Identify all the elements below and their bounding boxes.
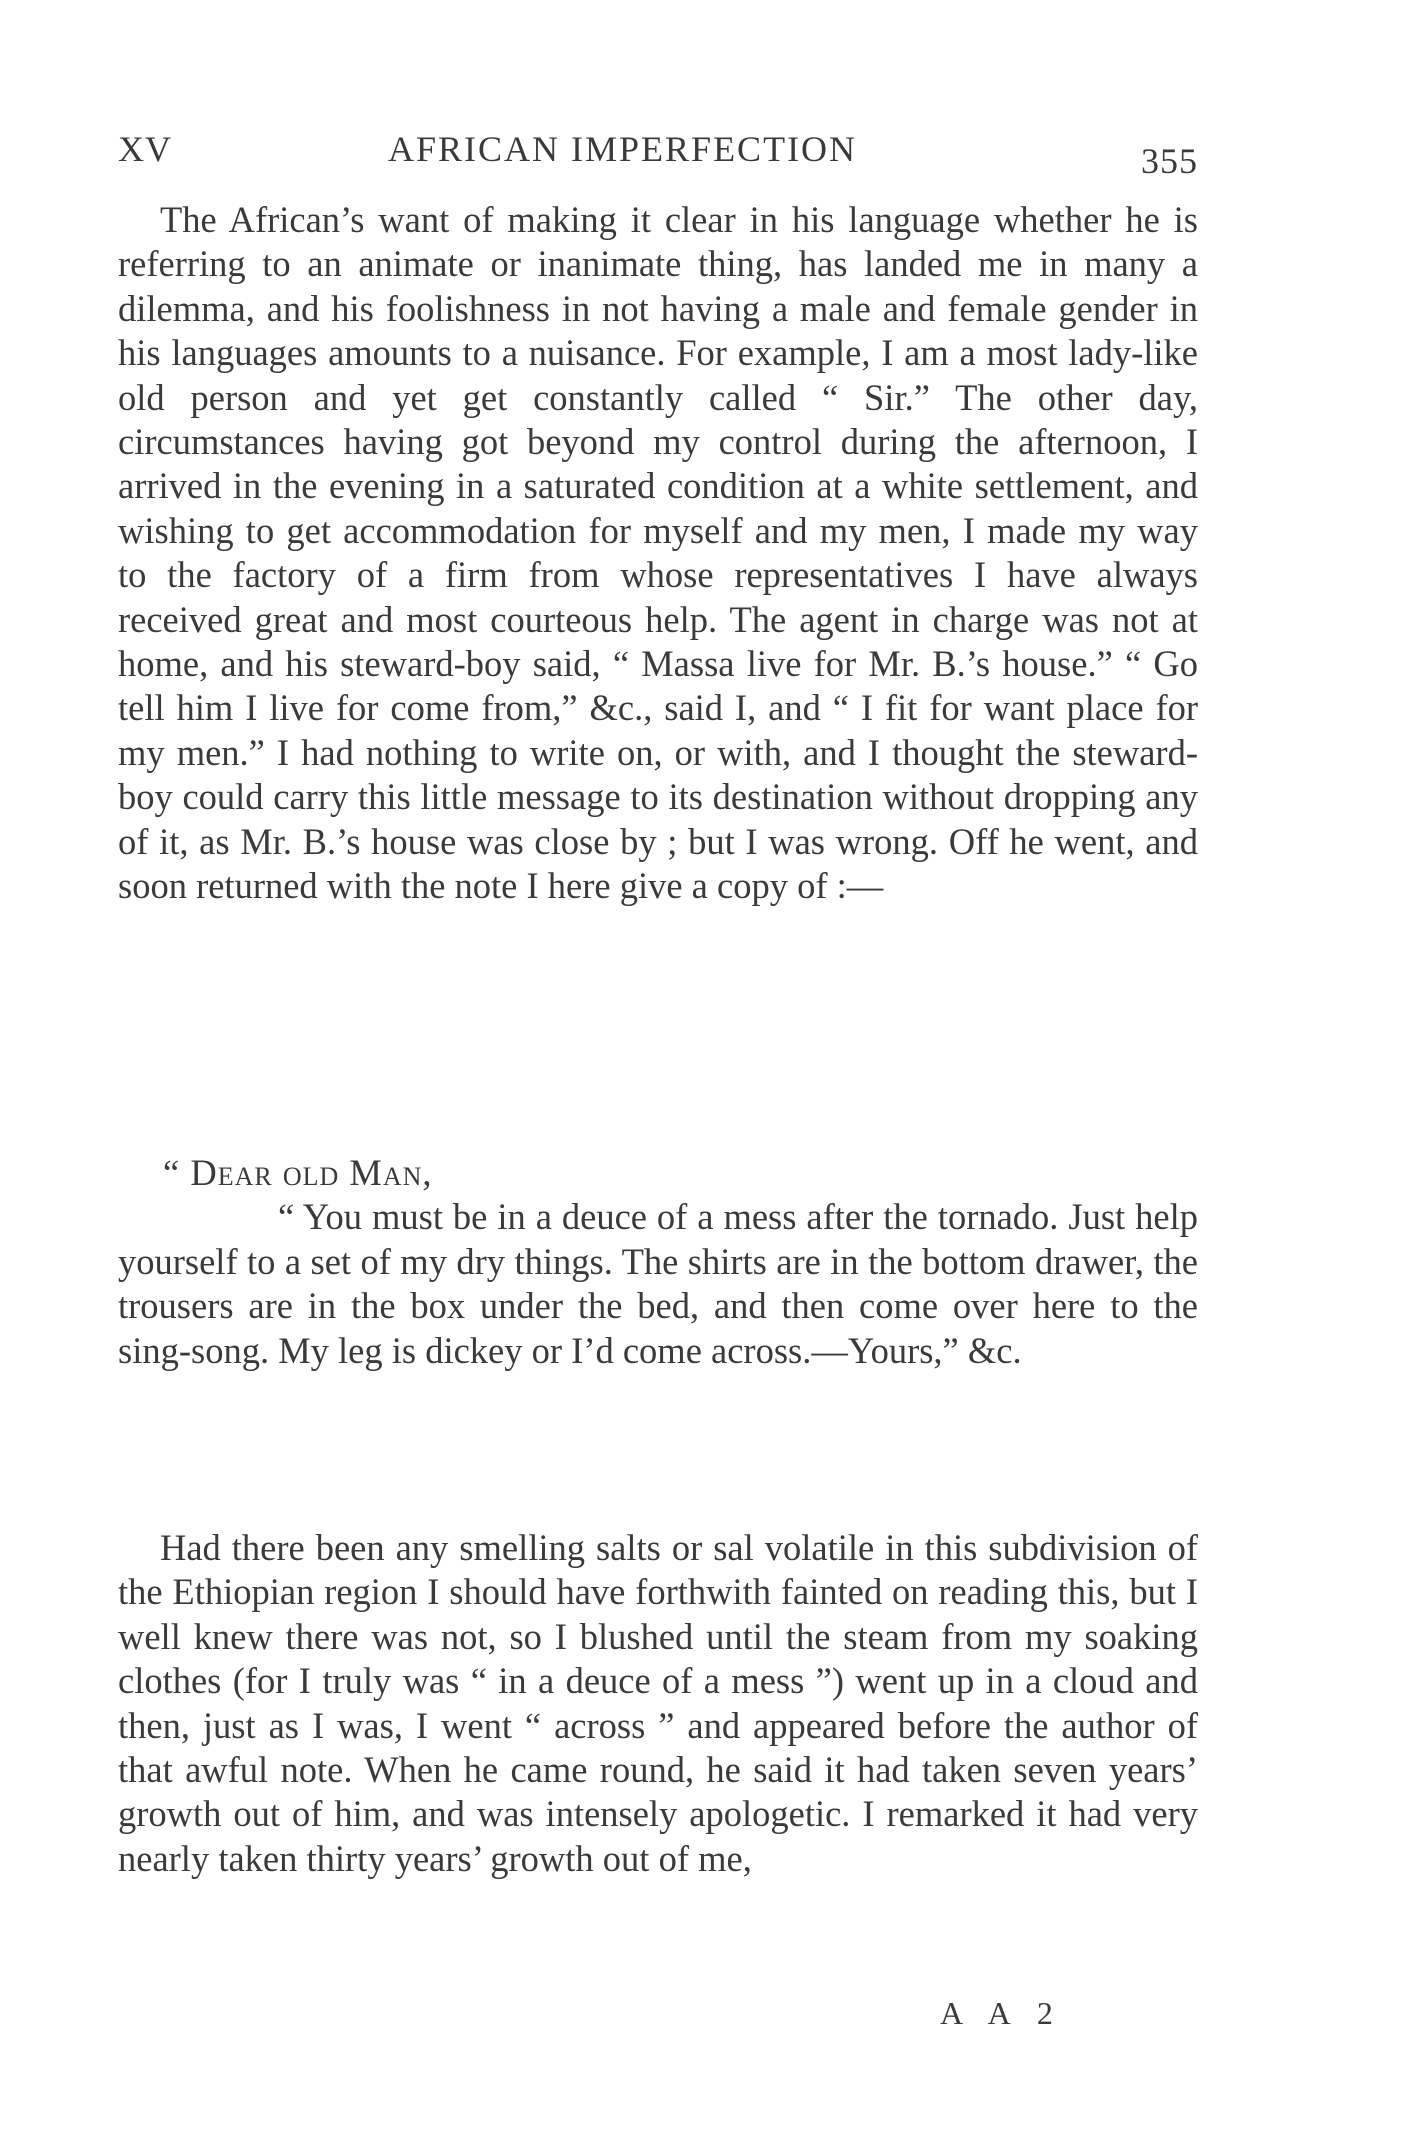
- running-title: AFRICAN IMPERFECTION: [388, 129, 858, 169]
- quoted-letter: [118, 1151, 1198, 1373]
- running-head: [118, 118, 1198, 181]
- salutation-part: M: [339, 1152, 383, 1193]
- letter-body: “ You must be in a deuce of a mess after the tornado. Just help yourself to a set of my dry things. The shirts are in the bottom drawer, the trousers are in the box under the bed, and then come over here to the sing-song. My leg is dickey or I’d come across.—Yours,” &c.: [118, 1196, 1198, 1371]
- salutation-part: ,: [422, 1152, 433, 1193]
- salutation-part: “ D: [163, 1152, 218, 1193]
- paragraph-1: The African’s want of making it clear in his language whether he is referring to an animate or inanimate thing, has landed me in many a dilemma, and his foolishness in not having a male and female gender in his languages amounts to a nuisance. For example, I am a most lady-like old person and yet get constantly called “ Sir.” The other day, circumstances having got beyond my control during the afternoon, I arrived in the evening in a saturated condition at a white settlement, and wishing to get accommodation for myself and my men, I made my way to the factory of a firm from whose representatives I have always received great and most courteous help. The agent in charge was not at home, and his steward-boy said, “ Massa live for Mr. B.’s house.” “ Go tell him I live for come from,” &c., said I, and “ I fit for want place for my men.” I had nothing to write on, or with, and I thought the steward-boy could carry this little message to its destination without dropping any of it, as Mr. B.’s house was close by ; but I was wrong. Off he went, and soon returned with the note I here give a copy of :—: [118, 199, 1198, 907]
- salutation-part: ear old: [217, 1152, 340, 1193]
- signature-mark: A A 2: [940, 1995, 1063, 2031]
- chapter-number: XV: [118, 129, 172, 169]
- page-number: 355: [1141, 141, 1198, 181]
- paragraph-2: Had there been any smelling salts or sal volatile in this subdivision of the Ethiopian region I should have forthwith fainted on reading this, but I well knew there was not, so I blushed until the steam from my soaking clothes (for I truly was “ in a deuce of a mess ”) went up in a cloud and then, just as I was, I went “ across ” and appeared before the author of that awful note. When he came round, he said it had taken seven years’ growth out of him, and was intensely apologetic. I remarked it had very nearly taken thirty years’ growth out of me,: [118, 1527, 1198, 1879]
- letter-salutation: [118, 1151, 1198, 1195]
- salutation-part: an: [382, 1152, 423, 1193]
